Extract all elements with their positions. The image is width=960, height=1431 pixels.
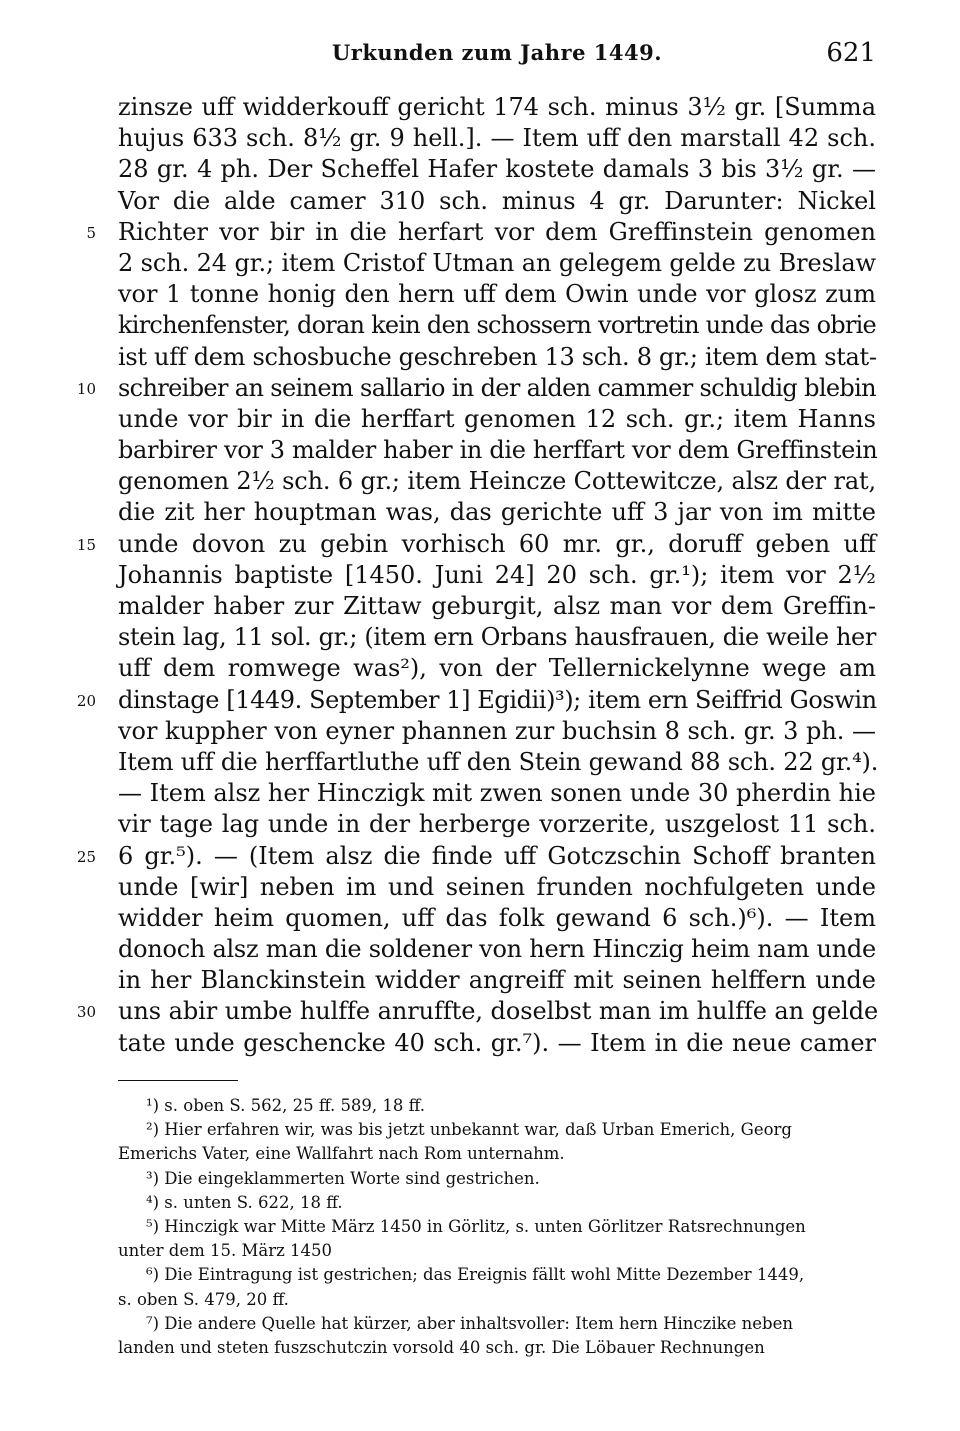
text-line xyxy=(118,92,876,123)
text-line xyxy=(118,778,876,809)
text-line xyxy=(118,186,876,217)
footnotes xyxy=(118,1094,876,1360)
footnote-divider xyxy=(118,1080,238,1081)
line-text: unde vor bir in die herffart genomen 12 sch. gr.; item Hanns xyxy=(118,404,876,433)
line-text: widder heim quomen, uff das folk gewand 6 sch.)⁶). — Item xyxy=(118,903,876,932)
line-text: 2 sch. 24 gr.; item Cristof Utman an gelegem gelde zu Breslaw xyxy=(118,248,876,277)
line-text: Vor die alde camer 310 sch. minus 4 gr. Darunter: Nickel xyxy=(118,186,876,215)
text-line xyxy=(76,841,876,872)
footnote-line: ⁷) Die andere Quelle hat kürzer, aber inhaltsvoller: Item hern Hinczike neben xyxy=(146,1313,793,1333)
line-text: tate unde geschencke 40 sch. gr.⁷). — Item in die neue camer xyxy=(118,1028,876,1057)
text-line xyxy=(118,747,879,778)
text-line xyxy=(118,809,876,840)
footnote-line: ²) Hier erfahren wir, was bis jetzt unbekannt war, daß Urban Emerich, Georg xyxy=(146,1120,792,1140)
line-number: 15 xyxy=(76,535,96,554)
page-number: 621 xyxy=(826,38,876,68)
line-number: 25 xyxy=(76,847,96,866)
line-text: unde dovon zu gebin vorhisch 60 mr. gr., doruff geben uff xyxy=(118,529,876,558)
line-text: dinstage [1449. September 1] Egidii)³); item ern Seiffrid Goswin xyxy=(118,685,877,714)
text-line xyxy=(118,497,876,528)
main-text xyxy=(76,92,879,1059)
text-line xyxy=(118,154,876,185)
footnote-line: Emerichs Vater, eine Wallfahrt nach Rom unternahm. xyxy=(118,1144,565,1164)
line-number: 10 xyxy=(76,379,96,398)
footnote-line: landen und steten fuszschutczin vorsold 40 sch. gr. Die Löbauer Rechnungen xyxy=(118,1337,765,1357)
text-line xyxy=(76,373,876,404)
text-line xyxy=(118,279,876,310)
line-text: barbirer vor 3 malder haber in die herffart vor dem Greffinstein xyxy=(118,436,878,465)
footnote-line: ⁶) Die Eintragung ist gestrichen; das Ereignis fällt wohl Mitte Dezember 1449, xyxy=(146,1265,805,1285)
line-text: stein lag, 11 sol. gr.; (item ern Orbans hausfrauen, die weile her xyxy=(118,623,876,652)
line-text: Item uff die herffartluthe uff den Stein gewand 88 sch. 22 gr.⁴). xyxy=(118,747,879,776)
line-text: genomen 2½ sch. 6 gr.; item Heincze Cottewitcze, alsz der rat, xyxy=(118,467,876,496)
footnote-line: ⁴) s. unten S. 622, 18 ff. xyxy=(146,1192,343,1212)
page-header xyxy=(118,40,876,80)
text-line xyxy=(118,435,876,466)
line-text: hujus 633 sch. 8½ gr. 9 hell.]. — Item uff den marstall 42 sch. xyxy=(118,124,876,153)
line-text: zinsze uff widderkouff gericht 174 sch. minus 3½ gr. [Summa xyxy=(118,93,876,121)
text-line xyxy=(118,965,876,996)
line-text: malder haber zur Zittaw geburgit, alsz man vor dem Greffin- xyxy=(118,592,876,620)
line-text: uns abir umbe hulffe anruffte, doselbst man im hulffe an gelde xyxy=(118,997,879,1026)
running-title: Urkunden zum Jahre 1449. xyxy=(331,40,663,65)
line-text: unde [wir] neben im und seinen frunden nochfulgeten unde xyxy=(118,872,876,901)
line-text: in her Blanckinstein widder angreiff mit seinen helffern unde xyxy=(118,966,876,995)
text-line xyxy=(118,591,876,622)
text-line xyxy=(118,466,876,497)
text-line xyxy=(76,685,877,716)
line-number: 20 xyxy=(76,691,96,710)
text-line xyxy=(76,529,876,560)
line-number: 30 xyxy=(76,1003,96,1022)
text-line xyxy=(86,217,876,248)
line-text: schreiber an seinem sallario in der alden cammer schuldig blebin xyxy=(118,373,876,402)
line-text: kirchenfenster, doran kein den schossern vortretin unde das obrie xyxy=(118,311,877,340)
footnote-line: unter dem 15. März 1450 xyxy=(118,1241,333,1261)
text-line xyxy=(118,342,876,373)
line-text: donoch alsz man die soldener von hern Hinczig heim nam unde xyxy=(118,935,876,964)
text-line xyxy=(118,310,876,341)
text-line xyxy=(118,123,876,154)
line-text: uff dem romwege was²), von der Tellernickelynne wege am xyxy=(118,654,876,683)
text-line xyxy=(118,248,876,279)
line-text: die zit her houptman was, das gerichte uff 3 jar von im mitte xyxy=(118,498,876,527)
text-line xyxy=(118,872,876,903)
line-text: vor kuppher von eyner phannen zur buchsin 8 sch. gr. 3 ph. — xyxy=(118,716,876,745)
text-line xyxy=(118,903,876,934)
line-text: Richter vor bir in die herfart vor dem Greffinstein genomen xyxy=(118,217,876,246)
text-line xyxy=(118,560,876,591)
text-line xyxy=(118,622,876,653)
text-line xyxy=(118,716,876,747)
footnote-line: ¹) s. oben S. 562, 25 ff. 589, 18 ff. xyxy=(146,1096,426,1115)
text-line xyxy=(118,1028,876,1059)
line-text: vir tage lag unde in der herberge vorzerite, uszgelost 11 sch. xyxy=(118,810,876,839)
line-text: vor 1 tonne honig den hern uff dem Owin unde vor glosz zum xyxy=(118,280,876,309)
line-text: Johannis baptiste [1450. Juni 24] 20 sch. gr.¹); item vor 2½ xyxy=(118,560,876,589)
line-text: ist uff dem schosbuche geschreben 13 sch. 8 gr.; item dem stat- xyxy=(118,342,877,371)
footnote-line: ³) Die eingeklammerten Worte sind gestrichen. xyxy=(146,1168,540,1188)
text-line xyxy=(118,653,876,684)
footnote-line: s. oben S. 479, 20 ff. xyxy=(118,1289,289,1309)
text-line xyxy=(118,404,876,435)
footnote-line: ⁵) Hinczigk war Mitte März 1450 in Görlitz, s. unten Görlitzer Ratsrechnungen xyxy=(146,1216,806,1236)
text-line xyxy=(118,934,876,965)
text-line xyxy=(76,996,879,1027)
line-text: 28 gr. 4 ph. Der Scheffel Hafer kostete damals 3 bis 3½ gr. — xyxy=(118,155,876,184)
line-text: 6 gr.⁵). — (Item alsz die finde uff Gotczschin Schoff branten xyxy=(118,841,876,870)
line-number: 5 xyxy=(86,223,96,242)
line-text: — Item alsz her Hinczigk mit zwen sonen unde 30 pherdin hie xyxy=(118,779,876,808)
